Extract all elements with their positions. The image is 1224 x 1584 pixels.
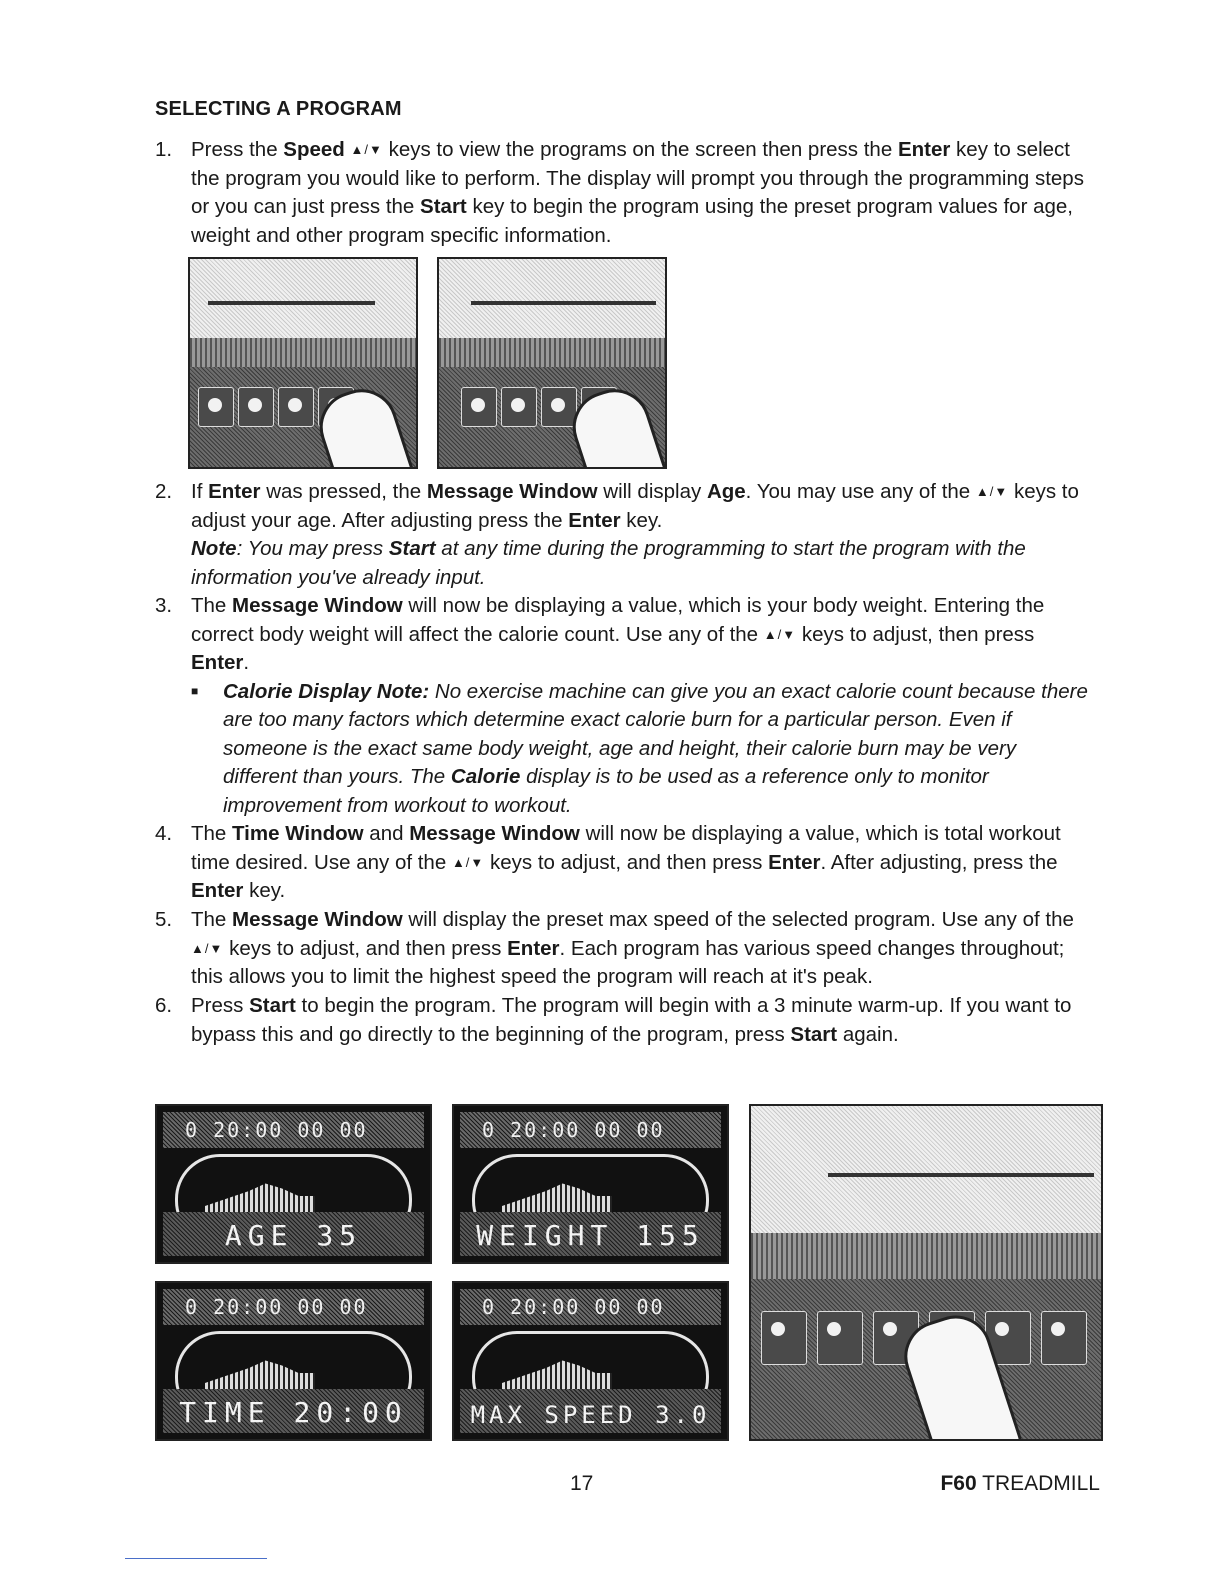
section-heading: SELECTING A PROGRAM (155, 98, 402, 120)
step-number: 1. (155, 138, 173, 161)
note: Note: You may press Start at any time during the programming to start the program with the information you've already input. (191, 537, 1026, 589)
lcd-max-speed: 0 20:00 00 00 MAX SPEED 3.0 (452, 1281, 729, 1441)
step-1: 1. Press the Speed ▲/▼ keys to view the programs on the screen then press the Enter key to select the program you would like to perform. The display will prompt you through the programming steps or you can just press the Start key to begin the program using the preset program values for age, weight and other program specific information. (155, 138, 1084, 247)
up-down-arrows-icon: ▲/▼ (975, 484, 1009, 499)
footer-divider (125, 1558, 267, 1559)
lcd-weight: 0 20:00 00 00 WEIGHT 155 (452, 1104, 729, 1264)
lcd-message: WEIGHT 155 (476, 1219, 705, 1252)
step-5: 5. The Message Window will display the preset max speed of the selected program. Use any of the ▲/▼ keys to adjust, and then press Enter. Each program has various speed changes throughout; this allows you to limit the highest speed the program will reach at it's peak. (155, 908, 1074, 988)
calorie-note: ■ Calorie Display Note: No exercise machine can give you an exact calorie count because there are too many factors which determine exact calorie burn for a particular person. Even if someone is the exact same body weight, age and height, their calorie burn may be very different than yours. The Calorie display is to be used as a reference only to monitor improvement from workout to workout. (191, 678, 1095, 821)
up-down-arrows-icon: ▲/▼ (763, 626, 797, 642)
console-photo-start-key (749, 1104, 1103, 1441)
bullet-icon: ■ (191, 683, 199, 698)
lcd-message: TIME 20:00 (179, 1396, 408, 1429)
page-number: 17 (570, 1472, 594, 1495)
step-3: 3. The Message Window will now be displaying a value, which is your body weight. Entering the correct body weight will affect the calorie count. Use any of the ▲/▼ keys to adjust, then press Enter. ■ Calorie Display Note: No exercise machine can give you an exact calorie count because there are too many factors which determine exact calorie burn for a particular person. Even if someone is the exact same body weight, age and height, their calorie burn may be very different than yours. The Calorie display is to be used as a reference only to monitor improvement from workout to workout. (155, 592, 1095, 820)
lcd-message: AGE 35 (224, 1219, 363, 1252)
step-2: 2. If Enter was pressed, the Message Window will display Age. You may use any of the ▲/▼ keys to adjust your age. After adjusting press the Enter key. Note: You may press Start at any time during the programming to start the program with the information you've already input. (155, 478, 1095, 592)
lcd-time: 0 20:00 00 00 TIME 20:00 (155, 1281, 432, 1441)
step-4: 4. The Time Window and Message Window will now be displaying a value, which is total workout time desired. Use any of the ▲/▼ keys to adjust, and then press Enter. After adjusting, press the Enter key. (155, 822, 1061, 902)
step-6: 6. Press Start to begin the program. The program will begin with a 3 minute warm-up. If you want to bypass this and go directly to the beginning of the program, press Start again. (155, 994, 1072, 1046)
footer-title: F60 TREADMILL (940, 1472, 1100, 1495)
lcd-age: 0 20:00 00 00 AGE 35 (155, 1104, 432, 1264)
up-down-arrows-icon: ▲/▼ (191, 940, 224, 956)
console-photo-speed-keys (188, 257, 418, 469)
up-down-arrows-icon: ▲/▼ (350, 142, 383, 157)
lcd-message: MAX SPEED 3.0 (470, 1401, 711, 1429)
up-down-arrows-icon: ▲/▼ (451, 854, 485, 870)
console-photo-enter-key (437, 257, 667, 469)
